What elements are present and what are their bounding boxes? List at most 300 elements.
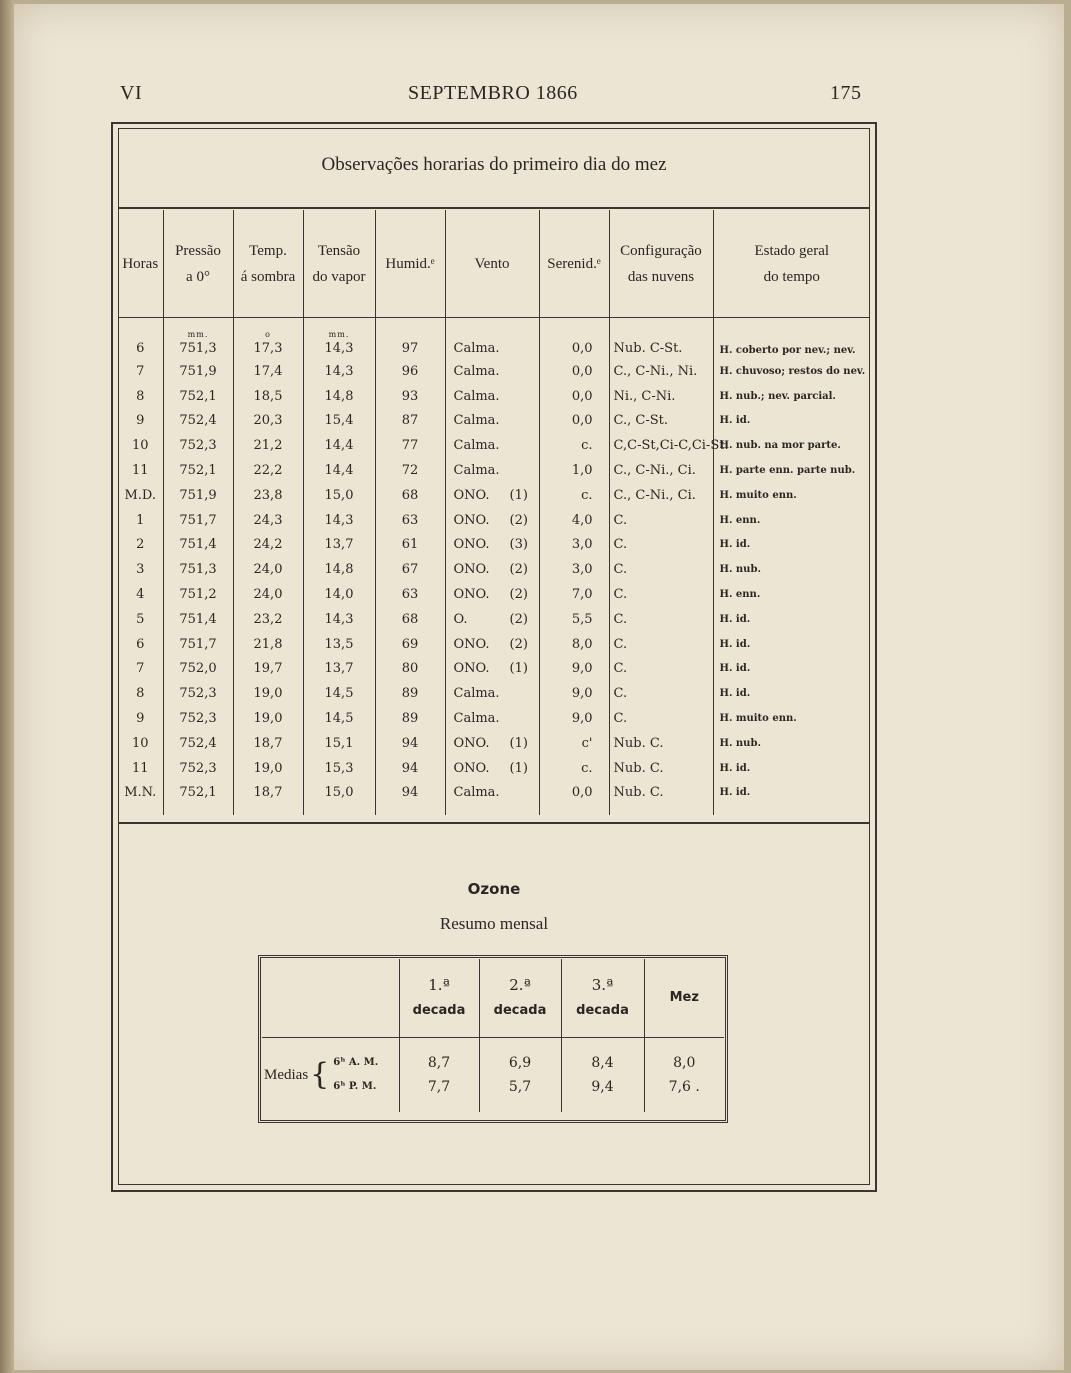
hour-am: 6ʰ A. M. [333,1057,379,1068]
cell-serenid [539,657,609,682]
cell-pressao [163,681,233,706]
cell-humid [375,657,445,682]
cell-temp [233,731,303,756]
cell-pressao-value: 752,0 [179,661,217,677]
cell-temp [233,756,303,781]
cell-humid-value: 63 [401,587,419,603]
cell-humid-value: 87 [401,413,419,429]
cell-serenid-value: 0,0 [571,363,593,379]
cell-tensao [303,657,375,682]
table-row [118,433,870,458]
ozone-mez: 8,0 7,6 . [668,1055,700,1095]
cell-tensao-value: 14,0 [324,587,354,603]
cell-pressao [163,359,233,384]
cell-serenid [539,706,609,731]
cell-estado-value: H. nub. [719,564,761,576]
cell-tensao-value: 14,3 [324,363,354,379]
cell-hora-value: 10 [131,735,149,751]
cell-temp-value: 24,0 [253,562,283,578]
cell-humid [375,681,445,706]
ozone-table [262,959,724,1112]
cell-vento [445,731,539,756]
cell-estado [713,557,870,582]
table-row [118,384,870,409]
cell-serenid [539,533,609,558]
cell-serenid [539,318,609,359]
wind-direction: Calma. [453,363,500,379]
cell-pressao [163,781,233,816]
cell-estado [713,632,870,657]
cell-temp [233,508,303,533]
cell-estado [713,706,870,731]
cell-estado [713,318,870,359]
cell-humid-value: 97 [401,341,419,356]
col-humid: Humid.ᵉ [375,210,445,318]
cell-config [609,607,713,632]
cell-config-value: C. [613,512,628,528]
book-spine [0,0,14,1373]
cell-pressao [163,607,233,632]
cell-serenid [539,731,609,756]
col-horas: Horas [118,210,163,318]
cell-humid [375,318,445,359]
cell-serenid-value: 0,0 [571,413,593,429]
wind-direction: ONO. [453,636,490,652]
cell-tensao [303,607,375,632]
cell-humid [375,557,445,582]
cell-estado-value: H. nub.; nev. parcial. [719,390,836,402]
cell-tensao-value: 15,0 [324,487,354,503]
cell-temp-value: 24,2 [253,537,283,553]
cell-tensao-value: 13,7 [324,537,354,553]
table-row [118,533,870,558]
cell-temp-value: 22,2 [253,463,283,479]
cell-humid [375,359,445,384]
cell-humid-value: 93 [401,388,419,404]
cell-pressao [163,318,233,359]
cell-vento [445,607,539,632]
cell-tensao-value: 14,3 [324,512,354,528]
cell-serenid [539,632,609,657]
cell-config-value: Nub. C-St. [613,341,683,356]
cell-vento [445,657,539,682]
cell-serenid [539,681,609,706]
cell-pressao [163,657,233,682]
cell-tensao [303,409,375,434]
cell-pressao-value: 752,3 [179,760,217,776]
cell-vento [445,533,539,558]
cell-pressao [163,533,233,558]
cell-config-value: Nub. C. [613,735,664,751]
cell-config [609,681,713,706]
cell-estado-value: H. muito enn. [719,713,797,725]
cell-config-value: C. [613,636,628,652]
title-rule [118,207,870,209]
ozone-col-decada-3: 3.ª decada [561,959,644,1038]
cell-estado-value: H. parte enn. parte nub. [719,465,856,477]
cell-hora [118,318,163,359]
cell-humid [375,781,445,816]
cell-estado-value: H. id. [719,638,751,650]
cell-vento [445,756,539,781]
cell-tensao [303,433,375,458]
cell-humid [375,409,445,434]
table-row [118,359,870,384]
cell-temp-value: 20,3 [253,413,283,429]
cell-vento [445,318,539,359]
cell-config [609,632,713,657]
wind-direction: ONO. [453,760,490,776]
cell-hora-value: 11 [131,463,149,479]
ozone-medias-row [262,1038,724,1113]
cell-serenid [539,781,609,816]
cell-config-value: C. [613,562,628,578]
cell-hora [118,359,163,384]
table-row [118,731,870,756]
cell-temp-value: 19,0 [253,711,283,727]
cell-config [609,409,713,434]
cell-temp [233,409,303,434]
cell-hora [118,607,163,632]
cell-temp-value: 21,8 [253,636,283,652]
cell-temp [233,582,303,607]
cell-config-value: C. [613,711,628,727]
cell-hora-value: M.N. [124,785,157,801]
cell-pressao [163,483,233,508]
cell-pressao-value: 751,4 [179,611,217,627]
table-row [118,557,870,582]
wind-direction: Calma. [453,413,500,429]
cell-serenid-value: 9,0 [571,686,593,702]
wind-direction: ONO. [453,537,490,553]
header-row [118,210,870,318]
cell-tensao [303,533,375,558]
cell-estado-value: H. nub. [719,737,761,749]
cell-tensao [303,781,375,816]
cell-humid-value: 94 [401,785,419,801]
cell-estado [713,781,870,816]
cell-config-value: C., C-St. [613,413,668,429]
cell-tensao [303,508,375,533]
wind-direction: Calma. [453,686,500,702]
cell-config [609,731,713,756]
cell-humid-value: 77 [401,438,419,454]
cell-vento [445,409,539,434]
table-row [118,681,870,706]
wind-direction: ONO. [453,661,490,677]
cell-estado [713,756,870,781]
cell-pressao-value: 752,3 [179,711,217,727]
section-number: VI [120,82,143,104]
cell-hora [118,458,163,483]
cell-pressao [163,458,233,483]
cell-humid-value: 68 [401,611,419,627]
page-number: 175 [830,82,862,104]
wind-direction: Calma. [453,463,500,479]
cell-serenid [539,557,609,582]
wind-direction: ONO. [453,487,490,503]
cell-pressao-value: 752,3 [179,686,217,702]
cell-hora-value: 9 [136,711,145,727]
cell-pressao-value: 751,3 [179,341,217,356]
cell-temp-value: 18,7 [253,785,283,801]
cell-tensao [303,318,375,359]
cell-tensao [303,384,375,409]
cell-vento [445,557,539,582]
cell-temp-value: 17,4 [253,363,283,379]
wind-direction: O. [453,611,468,627]
cell-estado-value: H. enn. [719,514,761,526]
cell-tensao [303,756,375,781]
table-row [118,657,870,682]
table-row [118,632,870,657]
cell-pressao-value: 751,2 [179,587,217,603]
cell-estado-value: H. id. [719,415,751,427]
cell-serenid-value: 4,0 [571,512,593,528]
ozone-d3: 8,4 9,4 [561,1038,644,1113]
cell-temp [233,681,303,706]
cell-pressao-value: 751,3 [179,562,217,578]
hour-pm: 6ʰ P. M. [333,1081,377,1092]
cell-hora [118,508,163,533]
cell-pressao-value: 752,3 [179,438,217,454]
cell-serenid [539,582,609,607]
cell-config [609,657,713,682]
cell-pressao-value: 752,4 [179,735,217,751]
cell-estado-value: H. nub. na mor parte. [719,440,841,452]
ozone-subtitle: Resumo mensal [439,914,549,933]
cell-tensao-value: 14,4 [324,463,354,479]
cell-vento [445,508,539,533]
wind-force: (2) [509,562,528,578]
wind-force: (1) [509,735,528,751]
cell-tensao [303,359,375,384]
cell-pressao-value: 751,9 [179,487,217,503]
cell-estado [713,681,870,706]
wind-force: (1) [509,760,528,776]
cell-estado-value: H. muito enn. [719,489,797,501]
cell-vento [445,359,539,384]
cell-temp-value: 19,0 [253,686,283,702]
cell-tensao-value: 13,7 [324,661,354,677]
cell-serenid-value: c. [581,438,593,454]
cell-humid [375,458,445,483]
cell-vento [445,483,539,508]
cell-estado-value: H. enn. [719,589,761,601]
cell-hora-value: 8 [136,388,145,404]
cell-hora-value: 6 [136,341,145,356]
cell-pressao [163,706,233,731]
cell-config-value: C. [613,611,628,627]
cell-humid [375,533,445,558]
cell-serenid-value: 9,0 [571,661,593,677]
cell-humid [375,706,445,731]
wind-direction: Calma. [453,341,500,356]
cell-humid-value: 69 [401,636,419,652]
cell-humid-value: 89 [401,686,419,702]
cell-tensao-value: 14,5 [324,686,354,702]
cell-serenid [539,409,609,434]
cell-pressao [163,409,233,434]
cell-estado [713,409,870,434]
cell-temp [233,433,303,458]
cell-hora [118,632,163,657]
cell-tensao-value: 14,8 [324,388,354,404]
cell-estado-value: H. chuvoso; restos do nev. [719,365,866,377]
col-estado: Estado geral do tempo [754,243,830,285]
cell-config [609,318,713,359]
wind-direction: Calma. [453,711,500,727]
cell-tensao [303,731,375,756]
wind-direction: ONO. [453,587,490,603]
col-temp: Temp. á sombra [233,210,303,318]
cell-humid-value: 68 [401,487,419,503]
cell-estado [713,607,870,632]
cell-pressao [163,384,233,409]
cell-tensao-value: 15,0 [324,785,354,801]
cell-hora [118,557,163,582]
cell-estado [713,359,870,384]
wind-force: (2) [509,611,528,627]
wind-force: (1) [509,661,528,677]
cell-hora [118,483,163,508]
cell-serenid [539,607,609,632]
cell-config [609,557,713,582]
wind-direction: Calma. [453,785,500,801]
ozone-header-row [262,959,724,1038]
cell-tensao [303,681,375,706]
cell-serenid-value: 3,0 [571,562,593,578]
cell-humid [375,607,445,632]
cell-serenid-value: 1,0 [571,463,593,479]
wind-force: (3) [509,537,528,553]
cell-hora-value: 7 [136,363,145,379]
cell-serenid-value: 5,5 [571,611,593,627]
cell-vento [445,706,539,731]
cell-hora [118,681,163,706]
table-row [118,706,870,731]
cell-serenid [539,359,609,384]
cell-vento [445,781,539,816]
cell-vento [445,458,539,483]
cell-hora-value: 4 [136,587,145,603]
col-vento: Vento [445,210,539,318]
cell-config [609,533,713,558]
cell-serenid [539,384,609,409]
table-row [118,483,870,508]
cell-estado-value: H. id. [719,613,751,625]
cell-estado [713,433,870,458]
cell-temp-value: 19,0 [253,760,283,776]
cell-temp-value: 24,3 [253,512,283,528]
table-row [118,508,870,533]
cell-config [609,756,713,781]
cell-serenid-value: 0,0 [571,341,593,356]
cell-serenid [539,756,609,781]
cell-pressao [163,756,233,781]
cell-temp [233,318,303,359]
cell-config [609,582,713,607]
ozone-corner [262,959,399,1038]
table-row [118,458,870,483]
ozone-d1: 8,7 7,7 [399,1038,479,1113]
cell-temp-value: 23,8 [253,487,283,503]
medias-label: Medias [264,1067,309,1083]
cell-tensao [303,458,375,483]
cell-temp-value: 23,2 [253,611,283,627]
cell-temp-value: 21,2 [253,438,283,454]
cell-humid [375,756,445,781]
medias-label-cell [262,1038,399,1113]
cell-serenid [539,433,609,458]
hours-list [333,1051,378,1099]
cell-tensao [303,706,375,731]
cell-estado-value: H. id. [719,539,751,551]
table-row [118,607,870,632]
cell-hora-value: 3 [136,562,145,578]
cell-tensao-value: 15,3 [324,760,354,776]
wind-force: (1) [509,487,528,503]
cell-hora-value: 9 [136,413,145,429]
cell-config [609,433,729,458]
cell-tensao-value: 14,5 [324,711,354,727]
cell-config [609,458,713,483]
cell-temp [233,632,303,657]
cell-pressao-value: 751,7 [179,636,217,652]
cell-pressao-value: 752,1 [179,785,217,801]
cell-temp [233,706,303,731]
cell-tensao-value: 15,1 [324,735,354,751]
cell-serenid-value: 0,0 [571,388,593,404]
cell-tensao-value: 14,8 [324,562,354,578]
cell-serenid-value: 9,0 [571,711,593,727]
cell-estado [713,533,870,558]
cell-estado [713,483,870,508]
col-serenid: Serenid.ᵉ [539,210,609,318]
cell-temp-value: 19,7 [253,661,283,677]
cell-pressao-value: 751,4 [179,537,217,553]
cell-humid [375,632,445,657]
cell-vento [445,632,539,657]
cell-hora [118,533,163,558]
cell-pressao-value: 752,4 [179,413,217,429]
ozone-col-mez: Mez [644,959,724,1038]
cell-estado [713,731,870,756]
cell-tensao-value: 14,3 [324,611,354,627]
cell-temp [233,458,303,483]
cell-humid-value: 96 [401,363,419,379]
table-row [118,582,870,607]
cell-hora [118,781,163,816]
cell-estado-value: H. coberto por nev.; nev. [719,345,856,356]
cell-temp-value: 18,7 [253,735,283,751]
observations-title: Observações horarias do primeiro dia do mez [321,154,667,175]
cell-pressao [163,632,233,657]
wind-direction: Calma. [453,388,500,404]
cell-serenid-value: 7,0 [571,587,593,603]
cell-config-value: C,C-St,Ci-C,Ci-St. [613,438,729,454]
cell-humid-value: 72 [401,463,419,479]
cell-tensao-value: 14,3 [324,341,354,356]
ozone-col-decada-2: 2.ª decada [479,959,561,1038]
cell-hora [118,582,163,607]
cell-temp-value: 17,3 [253,341,283,356]
cell-config [609,781,713,816]
cell-temp [233,359,303,384]
cell-config [609,706,713,731]
wind-force: (2) [509,512,528,528]
cell-hora [118,433,163,458]
